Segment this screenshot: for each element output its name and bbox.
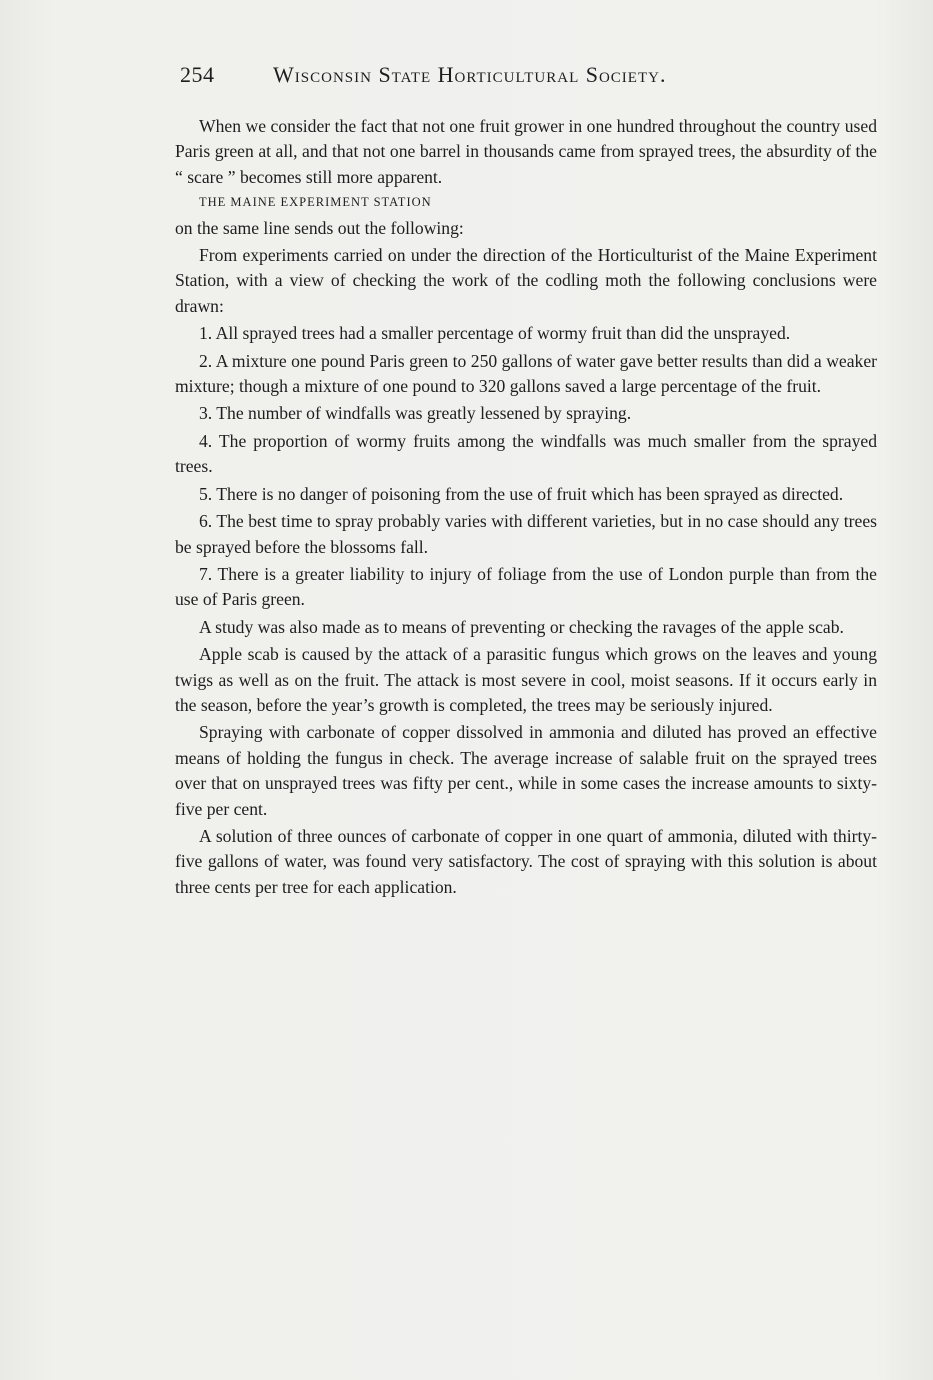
conclusion-item: 7. There is a greater liability to injury of foliage from the use of London purple than from the use of Paris green.: [175, 563, 877, 610]
scab-paragraph: Spraying with carbonate of copper dissolved in ammonia and diluted has proved an effective means of holding the fungus in check. The average increase of salable fruit on the sprayed trees over that on unsprayed trees was fifty per cent., while in some cases the increase amounts to sixty-five per cent.: [175, 722, 877, 819]
experiment-intro: From experiments carried on under the direction of the Horticulturist of the Maine Experiment Station, with a view of checking the work of the codling moth the following conclusions were drawn:: [175, 245, 877, 316]
running-head: Wisconsin State Horticultural Society.: [273, 62, 667, 87]
conclusion-item: 2. A mixture one pound Paris green to 250 gallons of water gave better results than did a weaker mixture; though a mixture of one pound to 320 gallons saved a large percentage of the fruit.: [175, 350, 877, 397]
conclusion-item: 1. All sprayed trees had a smaller percentage of wormy fruit than did the unsprayed.: [199, 323, 791, 344]
scab-paragraph: Apple scab is caused by the attack of a parasitic fungus which grows on the leaves and young twigs as well as on the fruit. The attack is most severe in cool, moist seasons. If it occurs early in the season, before the year’s growth is completed, the trees may be seriously injured.: [175, 644, 877, 715]
section-lead: on the same line sends out the following:: [175, 217, 464, 238]
conclusion-item: 5. There is no danger of poisoning from the use of fruit which has been sprayed as directed.: [199, 483, 844, 504]
page-header: [180, 62, 800, 92]
page-number: 254: [180, 62, 215, 87]
scab-paragraph: A solution of three ounces of carbonate of copper in one quart of ammonia, diluted with thirty-five gallons of water, was found very satisfactory. The cost of spraying with this solution is about three cents per tree for each application.: [175, 825, 877, 897]
intro-paragraph: When we consider the fact that not one fruit grower in one hundred throughout the country used Paris green at all, and that not one barrel in thousands came from sprayed trees, the absurdity of the “ scare ” becomes still more apparent.: [175, 116, 877, 187]
conclusion-item: 6. The best time to spray probably varies with different varieties, but in no case should any trees be sprayed before the blossoms fall.: [175, 511, 877, 557]
conclusion-item: 3. The number of windfalls was greatly lessened by spraying.: [199, 403, 632, 424]
body-text: [175, 114, 877, 900]
section-heading: THE MAINE EXPERIMENT STATION: [199, 195, 432, 210]
conclusion-item: 4. The proportion of wormy fruits among the windfalls was much smaller from the sprayed trees.: [175, 430, 877, 477]
scab-paragraph: A study was also made as to means of preventing or checking the ravages of the apple scab.: [199, 616, 844, 637]
